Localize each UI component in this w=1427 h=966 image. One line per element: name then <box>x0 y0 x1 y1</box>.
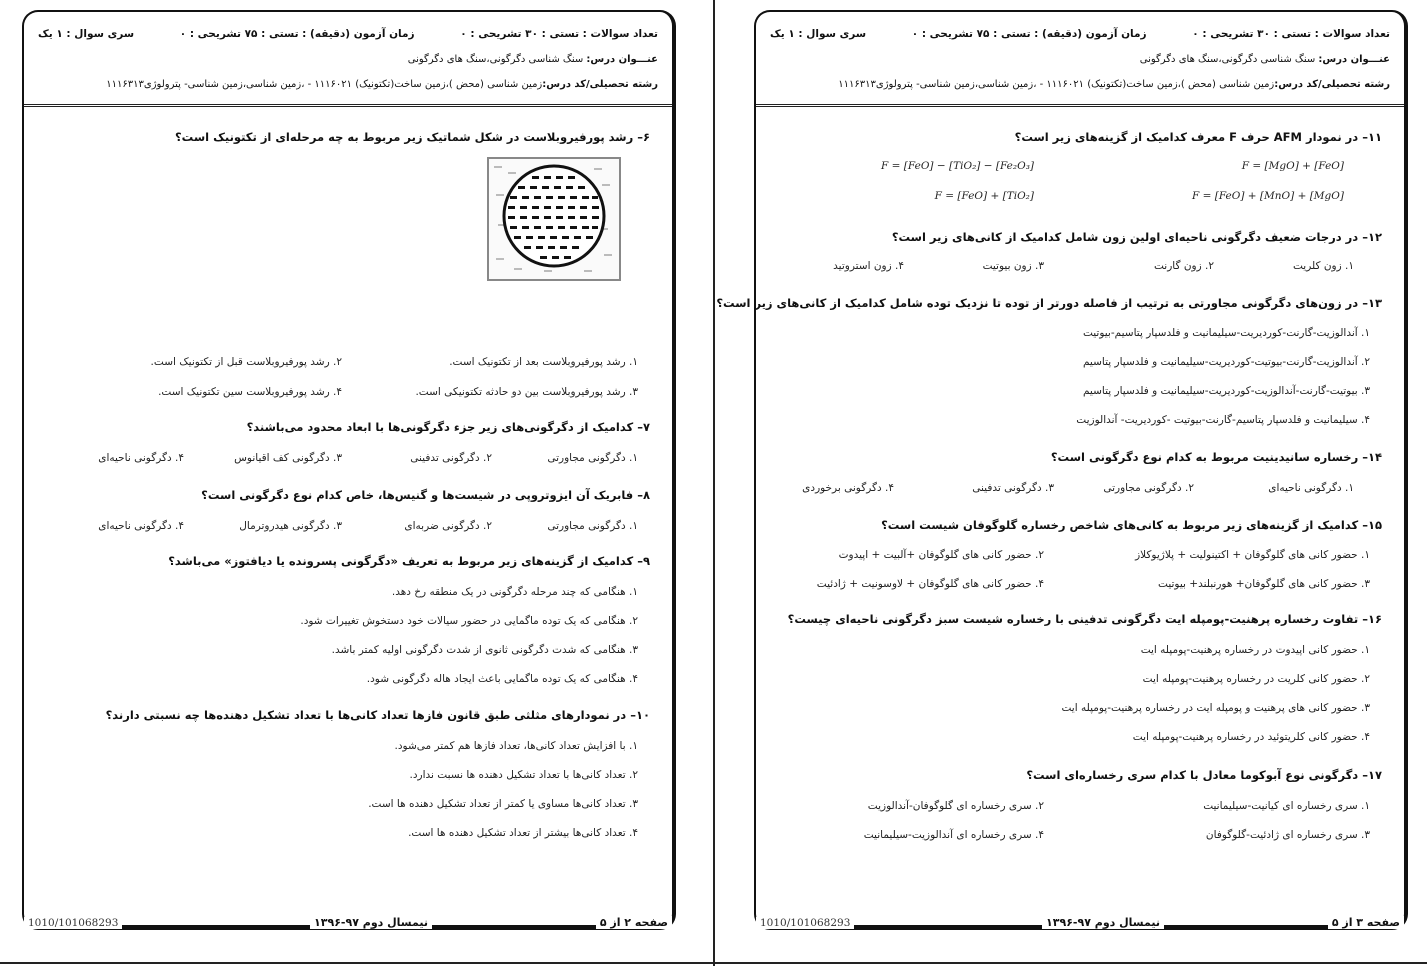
question-13: ۱۳– در زون‌های دگرگونی مجاورتی به ترتیب از فاصله دورتر از توده تا نزدیک توده شامل کدامیک از کانی‌های زیر است؟ <box>716 296 1382 310</box>
exam-page-2 <box>22 10 676 930</box>
q9-option-1[interactable]: ۱. هنگامی که چند مرحله دگرگونی در یک منطقه رخ دهد. <box>391 586 638 598</box>
q13-option-2[interactable]: ۲. آندالوزیت-گارنت-بیوتیت-کوردیریت-سیلیمانیت و فلدسپار پتاسیم <box>1082 356 1370 368</box>
field-code: زمین شناسی (محض )،زمین ساخت(تکتونیک) ۱۱۱۶۰۲۱ - ،زمین شناسی،زمین شناسی- پترولوژی۱۱۱۶۳۱۳ <box>838 79 1275 90</box>
q11-option-4[interactable]: F = [FeO] + [TiO₂] <box>934 190 1034 202</box>
course-title: سنگ شناسی دگرگونی،سنگ های دگرگونی <box>407 54 584 65</box>
field-code-label: رشته تحصیلی/کد درس: <box>542 79 658 90</box>
q11-option-1[interactable]: F = [MgO] + [FeO] <box>1241 160 1344 172</box>
course-title-label: عنـــوان درس: <box>586 54 658 65</box>
page-number: صفحه ۳ از ۵ <box>1328 916 1404 929</box>
q10-option-4[interactable]: ۴. تعداد کانی‌ها بیشتر از تعداد تشکیل دهنده ها است. <box>408 827 638 839</box>
q13-option-3[interactable]: ۳. بیوتیت-گارنت-آندالوزیت-کوردیریت-سیلیمانیت و فلدسپار پتاسیم <box>1082 385 1370 397</box>
page-header <box>756 12 1404 107</box>
exam-code: 1010/101068293 <box>24 917 122 929</box>
course-title: سنگ شناسی دگرگونی،سنگ های دگرگونی <box>1139 54 1316 65</box>
q17-option-3[interactable]: ۳. سری رخساره ای ژادئیت-گلوگوفان <box>1205 829 1370 841</box>
bottom-rule <box>0 962 1427 964</box>
q15-option-1[interactable]: ۱. حضور کانی های گلوگوفان + اکتینولیت + پلاژیوکلاز <box>1135 549 1370 561</box>
q14-option-3[interactable]: ۳. دگرگونی تدفینی <box>972 482 1054 494</box>
q6-option-4[interactable]: ۴. رشد پورفیروبلاست سین تکتونیک است. <box>158 386 342 398</box>
q12-option-1[interactable]: ۱. زون کلریت <box>1292 260 1354 272</box>
question-15: ۱۵– کدامیک از گزینه‌های زیر مربوط به کانی‌های شاخص رخساره گلوگوفان شیست است؟ <box>881 518 1382 532</box>
q8-option-4[interactable]: ۴. دگرگونی ناحیه‌ای <box>98 520 184 532</box>
q7-option-4[interactable]: ۴. دگرگونی ناحیه‌ای <box>98 452 184 464</box>
q15-option-3[interactable]: ۳. حضور کانی های گلوگوفان+ هورنبلند+ بیوتیت <box>1158 578 1370 590</box>
q8-option-1[interactable]: ۱. دگرگونی مجاورتی <box>547 520 638 532</box>
field-code: زمین شناسی (محض )،زمین ساخت(تکتونیک) ۱۱۱۶۰۲۱ - ،زمین شناسی،زمین شناسی- پترولوژی۱۱۱۶۳۱۳ <box>106 79 543 90</box>
question-9: ۹– کدامیک از گزینه‌های زیر مربوط به تعریف «دگرگونی پسرونده یا دیافتوز» می‌باشد؟ <box>168 554 650 568</box>
question-12: ۱۲– در درجات ضعیف دگرگونی ناحیه‌ای اولین زون شامل کدامیک از کانی‌های زیر است؟ <box>891 230 1382 244</box>
question-series: سری سوال : ۱ یک <box>770 28 867 40</box>
question-count: تعداد سوالات : تستی : ۳۰ تشریحی : ۰ <box>1192 28 1390 40</box>
question-8: ۸– فابریک آن ایزوتروپی در شیست‌ها و گنیس‌ها، خاص کدام نوع دگرگونی است؟ <box>201 488 650 502</box>
question-series: سری سوال : ۱ یک <box>38 28 135 40</box>
q9-option-2[interactable]: ۲. هنگامی که یک توده ماگمایی در حضور سیالات خود دستخوش تغییرات شود. <box>300 615 638 627</box>
q12-option-4[interactable]: ۴. زون استروتید <box>833 260 904 272</box>
page-header <box>24 12 672 107</box>
q12-option-3[interactable]: ۳. زون بیوتیت <box>982 260 1044 272</box>
q6-option-1[interactable]: ۱. رشد پورفیروبلاست بعد از تکتونیک است. <box>449 356 638 368</box>
q10-option-1[interactable]: ۱. با افزایش تعداد کانی‌ها، تعداد فازها هم کمتر می‌شود. <box>394 740 638 752</box>
exam-code: 1010/101068293 <box>756 917 854 929</box>
q7-option-3[interactable]: ۳. دگرگونی کف اقیانوس <box>234 452 342 464</box>
sheet-divider <box>713 0 715 966</box>
q10-option-2[interactable]: ۲. تعداد کانی‌ها با تعداد تشکیل دهنده ها نسبت ندارد. <box>409 769 638 781</box>
field-code-label: رشته تحصیلی/کد درس: <box>1274 79 1390 90</box>
q8-option-3[interactable]: ۳. دگرگونی هیدروترمال <box>239 520 342 532</box>
q6-option-2[interactable]: ۲. رشد پورفیروبلاست قبل از تکتونیک است. <box>150 356 342 368</box>
question-14: ۱۴– رخساره سانیدینیت مربوط به کدام نوع دگرگونی است؟ <box>1050 450 1382 464</box>
page-number: صفحه ۲ از ۵ <box>596 916 672 929</box>
q14-option-4[interactable]: ۴. دگرگونی برخوردی <box>802 482 894 494</box>
q17-option-4[interactable]: ۴. سری رخساره ای آندالوزیت-سیلیمانیت <box>863 829 1044 841</box>
q10-option-3[interactable]: ۳. تعداد کانی‌ها مساوی یا کمتر از تعداد تشکیل دهنده ها است. <box>368 798 638 810</box>
course-title-label: عنـــوان درس: <box>1318 54 1390 65</box>
q16-option-4[interactable]: ۴. حضور کانی کلریتوئید در رخساره پرهنیت-پومپله ایت <box>1132 731 1370 743</box>
questions <box>716 112 1404 890</box>
q11-option-2[interactable]: F = [FeO] − [TiO₂] − [Fe₂O₃] <box>881 160 1034 172</box>
q16-option-3[interactable]: ۳. حضور کانی های پرهنیت و پومپله ایت در رخساره پرهنیت-پومپله ایت <box>1061 702 1370 714</box>
q13-option-4[interactable]: ۴. سیلیمانیت و فلدسپار پتاسیم-گارنت-بیوتیت -کوردیریت- آندالوزیت <box>1076 414 1370 426</box>
q7-option-1[interactable]: ۱. دگرگونی مجاورتی <box>547 452 638 464</box>
q8-option-2[interactable]: ۲. دگرگونی ضربه‌ای <box>404 520 492 532</box>
q11-option-3[interactable]: F = [FeO] + [MnO] + [MgO] <box>1191 190 1344 202</box>
question-11: ۱۱– در نمودار AFM حرف F معرف کدامیک از گزینه‌های زیر است؟ <box>1014 130 1382 144</box>
q14-option-2[interactable]: ۲. دگرگونی مجاورتی <box>1103 482 1194 494</box>
question-10: ۱۰– در نمودارهای مثلثی طبق قانون فازها تعداد کانی‌ها با تعداد تشکیل دهنده‌ها چه نسبتی دارند؟ <box>105 708 650 722</box>
q17-option-1[interactable]: ۱. سری رخساره ای کیانیت-سیلیمانیت <box>1203 800 1370 812</box>
term-label: نیمسال دوم ۹۷-۱۳۹۶ <box>310 916 432 929</box>
q7-option-2[interactable]: ۲. دگرگونی تدفینی <box>410 452 492 464</box>
q9-option-3[interactable]: ۳. هنگامی که شدت دگرگونی ثانوی از شدت دگرگونی اولیه کمتر باشد. <box>331 644 638 656</box>
question-6: ۶– رشد پورفیروبلاست در شکل شماتیک زیر مربوط به چه مرحله‌ای از تکتونیک است؟ <box>175 130 650 144</box>
exam-time: زمان آزمون (دقیقه) : تستی : ۷۵ تشریحی : ۰ <box>179 28 415 40</box>
exam-page-3 <box>716 10 1408 930</box>
question-17: ۱۷– دگرگونی نوع آبوکوما معادل با کدام سری رخساره‌ای است؟ <box>1026 768 1382 782</box>
q13-option-1[interactable]: ۱. آندالوزیت-گارنت-کوردیریت-سیلیمانیت و فلدسپار پتاسیم-بیوتیت <box>1082 327 1370 339</box>
q16-option-2[interactable]: ۲. حضور کانی کلریت در رخساره پرهنیت-پومپله ایت <box>1142 673 1370 685</box>
question-count: تعداد سوالات : تستی : ۳۰ تشریحی : ۰ <box>460 28 658 40</box>
q6-option-3[interactable]: ۳. رشد پورفیروبلاست بین دو حادثه تکتونیکی است. <box>415 386 638 398</box>
questions <box>24 112 672 890</box>
q15-option-4[interactable]: ۴. حضور کانی های گلوگوفان + لاوسونیت + ژادئیت <box>816 578 1044 590</box>
page-footer <box>24 916 672 936</box>
question-16: ۱۶– تفاوت رخساره پرهنیت-پومپله ایت دگرگونی تدفینی با رخساره شیست سبز دگرگونی ناحیه‌ای چیست؟ <box>787 612 1382 626</box>
q15-option-2[interactable]: ۲. حضور کانی های گلوگوفان +آلبیت + اپیدوت <box>838 549 1044 561</box>
term-label: نیمسال دوم ۹۷-۱۳۹۶ <box>1042 916 1164 929</box>
exam-time: زمان آزمون (دقیقه) : تستی : ۷۵ تشریحی : ۰ <box>911 28 1147 40</box>
q16-option-1[interactable]: ۱. حضور کانی اپیدوت در رخساره پرهنیت-پومپله ایت <box>1140 644 1370 656</box>
q9-option-4[interactable]: ۴. هنگامی که یک توده ماگمایی باعث ایجاد هاله دگرگونی شود. <box>366 673 638 685</box>
q12-option-2[interactable]: ۲. زون گارنت <box>1153 260 1214 272</box>
porphyroblast-figure <box>484 154 624 284</box>
page-footer <box>756 916 1404 936</box>
q14-option-1[interactable]: ۱. دگرگونی ناحیه‌ای <box>1268 482 1354 494</box>
q17-option-2[interactable]: ۲. سری رخساره ای گلوگوفان-آندالوزیت <box>867 800 1044 812</box>
question-7: ۷– کدامیک از دگرگونی‌های زیر جزء دگرگونی‌ها با ابعاد محدود می‌باشند؟ <box>246 420 650 434</box>
